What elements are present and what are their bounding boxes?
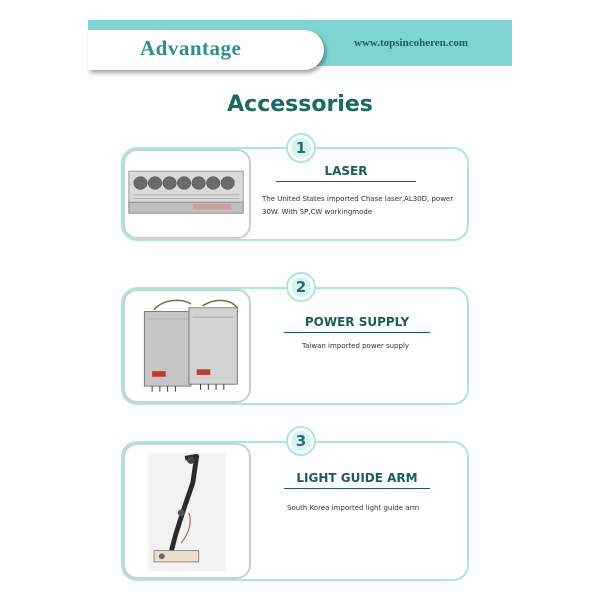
light-guide-arm-title: LIGHT GUIDE ARM	[284, 471, 430, 489]
website-url[interactable]: www.topsincoheren.com	[354, 37, 469, 49]
laser-title: LASER	[276, 164, 416, 182]
light-guide-arm-description: South Korea imported light guide arm	[287, 504, 420, 512]
power-supply-title: POWER SUPPLY	[284, 315, 430, 333]
power-supply-description: Taiwan imported power supply	[302, 342, 410, 350]
page-title: Accessories	[227, 92, 373, 117]
step-number-1: 1	[288, 135, 314, 161]
step-number-2: 2	[288, 274, 314, 300]
power-supply-image	[123, 289, 251, 403]
light-guide-arm-image	[123, 443, 251, 579]
laser-description: The United States imported Chase laser,AL30D, power 30W. With SP,CW workingmode	[262, 195, 454, 216]
laser-image	[123, 149, 251, 239]
step-number-3: 3	[288, 428, 314, 454]
header-title: Advantage	[140, 36, 242, 60]
